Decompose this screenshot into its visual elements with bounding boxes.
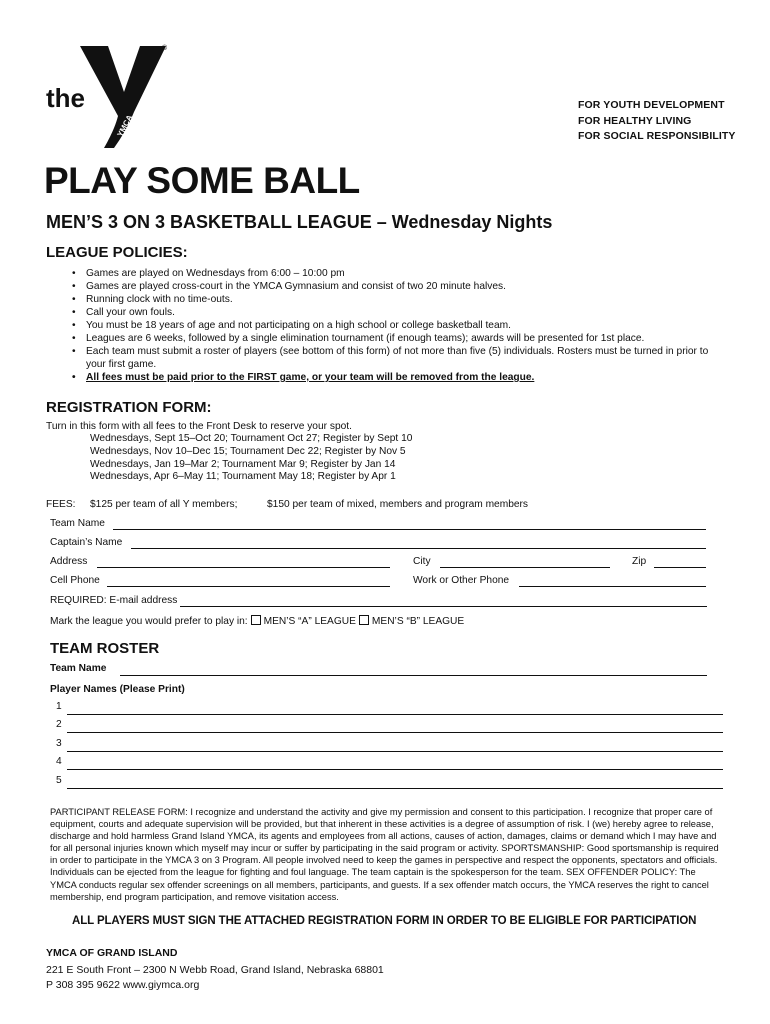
fees-label: FEES: [46, 499, 76, 510]
zip-field[interactable] [654, 567, 706, 568]
address-field[interactable] [97, 567, 390, 568]
player-number: 3 [56, 738, 62, 749]
fees-row [46, 499, 528, 510]
fee-mixed: $150 per team of mixed, members and program members [267, 499, 529, 510]
team-name-field[interactable] [113, 529, 706, 530]
email-label: REQUIRED: E-mail address [50, 595, 178, 606]
league-a-checkbox[interactable] [251, 615, 261, 625]
player-number: 4 [56, 756, 62, 767]
policy-item: • You must be 18 years of age and not participating on a high school or college basketball team. [72, 319, 712, 332]
league-prompt: Mark the league you would prefer to play in: [50, 616, 248, 627]
tagline-line: FOR SOCIAL RESPONSIBILITY [578, 130, 736, 142]
logo-the-text: the [46, 83, 85, 113]
player-5-field[interactable] [67, 788, 723, 789]
ymca-y-logo-icon [46, 40, 171, 155]
fee-members: $125 per team of all Y members; [90, 499, 238, 510]
ymca-logo [46, 40, 171, 155]
player-names-label: Player Names (Please Print) [50, 684, 185, 695]
policy-item: • Leagues are 6 weeks, followed by a single elimination tournament (if enough teams); awards will be presented for 1st place. [72, 332, 712, 345]
player-number: 1 [56, 701, 62, 712]
player-1-field[interactable] [67, 714, 723, 715]
registration-intro: Turn in this form with all fees to the Front Desk to reserve your spot. [46, 421, 352, 432]
page-subtitle: MEN’S 3 ON 3 BASKETBALL LEAGUE – Wednesday Nights [46, 212, 553, 232]
tagline [578, 98, 736, 145]
org-address: 221 E South Front – 2300 N Webb Road, Grand Island, Nebraska 68801 [46, 964, 384, 976]
cell-phone-label: Cell Phone [50, 575, 100, 586]
logo-ymca-text: YMCA [115, 113, 135, 139]
roster-heading: TEAM ROSTER [50, 640, 160, 657]
player-4-field[interactable] [67, 769, 723, 770]
session-item: Wednesdays, Apr 6–May 11; Tournament May 18; Register by Apr 1 [90, 471, 396, 483]
captain-name-field[interactable] [131, 548, 706, 549]
policy-item: • Games are played on Wednesdays from 6:00 – 10:00 pm [72, 267, 712, 280]
participant-release-text: PARTICIPANT RELEASE FORM: I recognize and understand the activity and give my permission and consent to this participation. I recognize that proper care of equipment, courts and adequate supervision will be provided, but that inherent in these activities is a degree of assumption of risk. I (we) hereby agree to release, discharge and hold harmless Grand Island YMCA, its agents and employees from all actions, causes of action, damages, claims or demand which I may have and for all personal injuries known which myself may incur or suffer by participating in the said program or activity. SPORTSMANSHIP: Good sportsmanship is required in order to participate in the YMCA 3 on 3 Program. All people involved need to keep the games in perspective and respect the opponents, spectators and officials. Individuals can be ejected from the league for fighting and foul language. The team captain is the spokesperson for the team. SEX OFFENDER POLICY: The YMCA conducts regular sex offender screenings on all members, participants, and guests. If a sex offender match occurs, the YMCA reserves the right to cancel membership, end program participation, and remove visitation access. [50, 807, 719, 902]
city-field[interactable] [440, 567, 610, 568]
zip-label: Zip [632, 556, 647, 567]
address-label: Address [50, 556, 88, 567]
policy-item: • Running clock with no time-outs. [72, 293, 712, 306]
policy-item: • Each team must submit a roster of players (see bottom of this form) of not more than five (5) individuals. Rosters must be turned in prior to your first game. [72, 345, 712, 371]
player-number: 5 [56, 775, 62, 786]
work-phone-field[interactable] [519, 586, 706, 587]
tagline-line: FOR YOUTH DEVELOPMENT [578, 99, 725, 111]
player-number: 2 [56, 719, 62, 730]
policy-item-fees: • All fees must be paid prior to the FIRST game, or your team will be removed from the league. [72, 371, 712, 384]
league-choice-row [50, 615, 464, 627]
player-3-field[interactable] [67, 751, 723, 752]
policy-item: • Call your own fouls. [72, 306, 712, 319]
session-item: Wednesdays, Sept 15–Oct 20; Tournament Oct 27; Register by Sept 10 [90, 433, 413, 444]
roster-team-name-field[interactable] [120, 675, 707, 676]
roster-team-name-label: Team Name [50, 663, 107, 674]
tagline-line: FOR HEALTHY LIVING [578, 114, 692, 127]
page-title: PLAY SOME BALL [44, 160, 360, 201]
cell-phone-field[interactable] [107, 586, 390, 587]
logo-registered-mark: ® [162, 45, 168, 52]
captain-name-label: Captain’s Name [50, 537, 123, 548]
policies-heading: LEAGUE POLICIES: [46, 244, 188, 261]
registration-heading: REGISTRATION FORM: [46, 399, 212, 416]
session-item: Wednesdays, Jan 19–Mar 2; Tournament Mar 9; Register by Jan 14 [90, 458, 396, 470]
policies-list [72, 267, 712, 384]
sign-notice: ALL PLAYERS MUST SIGN THE ATTACHED REGISTRATION FORM IN ORDER TO BE ELIGIBLE FOR PARTICIPATION [72, 915, 697, 927]
org-name: YMCA OF GRAND ISLAND [46, 947, 178, 959]
policy-item: • Games are played cross-court in the YMCA Gymnasium and consist of two 20 minute halves. [72, 280, 712, 293]
player-2-field[interactable] [67, 732, 723, 733]
session-item: Wednesdays, Nov 10–Dec 15; Tournament Dec 22; Register by Nov 5 [90, 445, 406, 457]
session-list [90, 433, 412, 484]
team-name-label: Team Name [50, 518, 105, 529]
org-contact: P 308 395 9622 www.giymca.org [46, 979, 200, 991]
league-a-label: MEN’S “A” LEAGUE [263, 616, 356, 627]
work-phone-label: Work or Other Phone [413, 575, 510, 586]
league-b-label: MEN’S “B” LEAGUE [371, 616, 465, 627]
city-label: City [413, 556, 431, 567]
email-field[interactable] [180, 606, 707, 607]
league-b-checkbox[interactable] [359, 615, 369, 625]
